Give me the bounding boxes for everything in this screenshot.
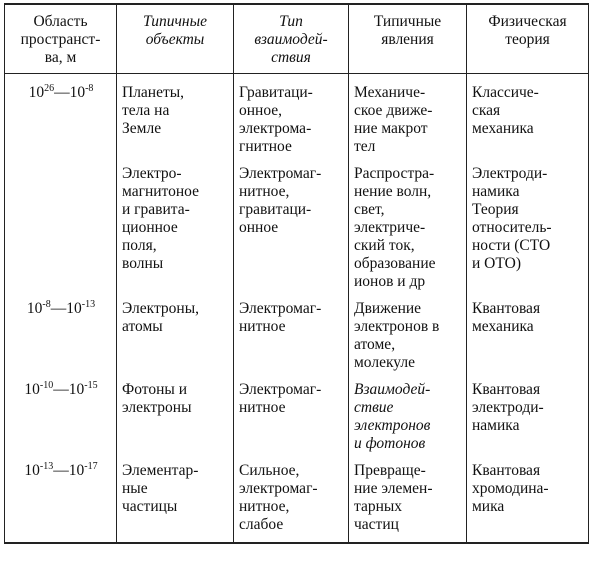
cell-objects — [117, 297, 234, 378]
interaction-text: Электромаг- нитное — [239, 300, 322, 335]
cell-objects — [117, 162, 234, 297]
theory-text: Квантовая механика — [472, 300, 541, 335]
cell-phenomena — [349, 378, 467, 459]
interaction-text: Гравитаци- онное, электрома- гнитное — [239, 84, 313, 155]
range-exp-to: -8 — [85, 83, 94, 94]
range-exp-from: -13 — [39, 461, 54, 472]
cell-objects — [117, 378, 234, 459]
cell-theory — [467, 162, 589, 297]
table-row — [5, 74, 589, 163]
theory-text: Электроди- намика Теория относитель- ности (СТО и ОТО) — [472, 165, 552, 272]
header-interaction — [234, 4, 349, 74]
cell-interaction — [234, 74, 349, 163]
phenomena-text: Движение электронов в атоме, молекуле — [354, 300, 440, 371]
range-base-from: 10 — [28, 84, 45, 101]
cell-theory — [467, 378, 589, 459]
range-exp-to: -13 — [81, 299, 96, 310]
cell-interaction — [234, 162, 349, 297]
cell-phenomena — [349, 74, 467, 163]
cell-range — [5, 297, 117, 378]
range-base-to: 10 — [68, 381, 85, 398]
theory-text: Классиче- ская механика — [472, 84, 539, 137]
header-row — [5, 4, 589, 74]
table-row — [5, 297, 589, 378]
phenomena-text: Взаимодей- ствие электронов и фотонов — [354, 381, 431, 452]
range-exp-from: -8 — [42, 299, 51, 310]
range-base-to: 10 — [66, 300, 82, 317]
table-row — [5, 459, 589, 543]
cell-theory — [467, 459, 589, 543]
cell-interaction — [234, 459, 349, 543]
cell-theory — [467, 297, 589, 378]
header-phenomena-text: Типичные явления — [373, 13, 442, 48]
cell-interaction — [234, 378, 349, 459]
header-interaction-text: Тип взаимодей- ствия — [254, 13, 328, 66]
header-theory — [467, 4, 589, 74]
interaction-text: Сильное, электромаг- нитное, слабое — [239, 462, 318, 533]
cell-range — [5, 74, 117, 163]
cell-range — [5, 378, 117, 459]
range-separator: — — [53, 381, 69, 398]
range-exp-to: -17 — [84, 461, 98, 472]
objects-text: Электроны, атомы — [122, 300, 200, 335]
interaction-text: Электромаг- нитное, гравитаци- онное — [239, 165, 322, 236]
cell-range — [5, 459, 117, 543]
cell-phenomena — [349, 162, 467, 297]
range-separator: — — [54, 84, 70, 101]
range-exp-from: -10 — [39, 380, 54, 391]
cell-range — [5, 162, 117, 297]
range-base-to: 10 — [68, 462, 85, 479]
header-phenomena — [349, 4, 467, 74]
range-exp-from: 26 — [44, 83, 55, 94]
phenomena-text: Распростра- нение волн, свет, электриче- ский ток, образование ионов и др — [354, 165, 436, 290]
physics-theories-table — [4, 3, 589, 544]
phenomena-text: Механиче- ское движе- ние макрот тел — [354, 84, 433, 155]
objects-text: Элементар- ные частицы — [122, 462, 199, 515]
table-row — [5, 378, 589, 459]
cell-interaction — [234, 297, 349, 378]
cell-objects — [117, 74, 234, 163]
cell-objects — [117, 459, 234, 543]
header-region — [5, 4, 117, 74]
range-base-from: 10 — [24, 381, 40, 398]
header-objects-text: Типичные объекты — [143, 13, 207, 48]
theory-text: Квантовая хромодина- мика — [472, 462, 549, 515]
table-row — [5, 162, 589, 297]
range-base-from: 10 — [26, 300, 43, 317]
objects-text: Электро- магнитоное и гравита- ционное поля, волны — [122, 165, 199, 272]
theory-text: Квантовая электроди- намика — [472, 381, 544, 434]
phenomena-text: Превраще- ние элемен- тарных частиц — [354, 462, 433, 533]
objects-text: Планеты, тела на Земле — [122, 84, 185, 137]
cell-theory — [467, 74, 589, 163]
header-region-text: Область пространст- ва, м — [20, 13, 101, 66]
header-objects — [117, 4, 234, 74]
range-exp-to: -15 — [84, 380, 98, 391]
header-theory-text: Физическая теория — [488, 13, 567, 48]
interaction-text: Электромаг- нитное — [239, 381, 322, 416]
cell-phenomena — [349, 297, 467, 378]
range-separator: — — [53, 462, 69, 479]
cell-phenomena — [349, 459, 467, 543]
objects-text: Фотоны и электроны — [122, 381, 192, 416]
range-base-from: 10 — [24, 462, 40, 479]
range-separator: — — [50, 300, 67, 317]
range-base-to: 10 — [69, 84, 86, 101]
